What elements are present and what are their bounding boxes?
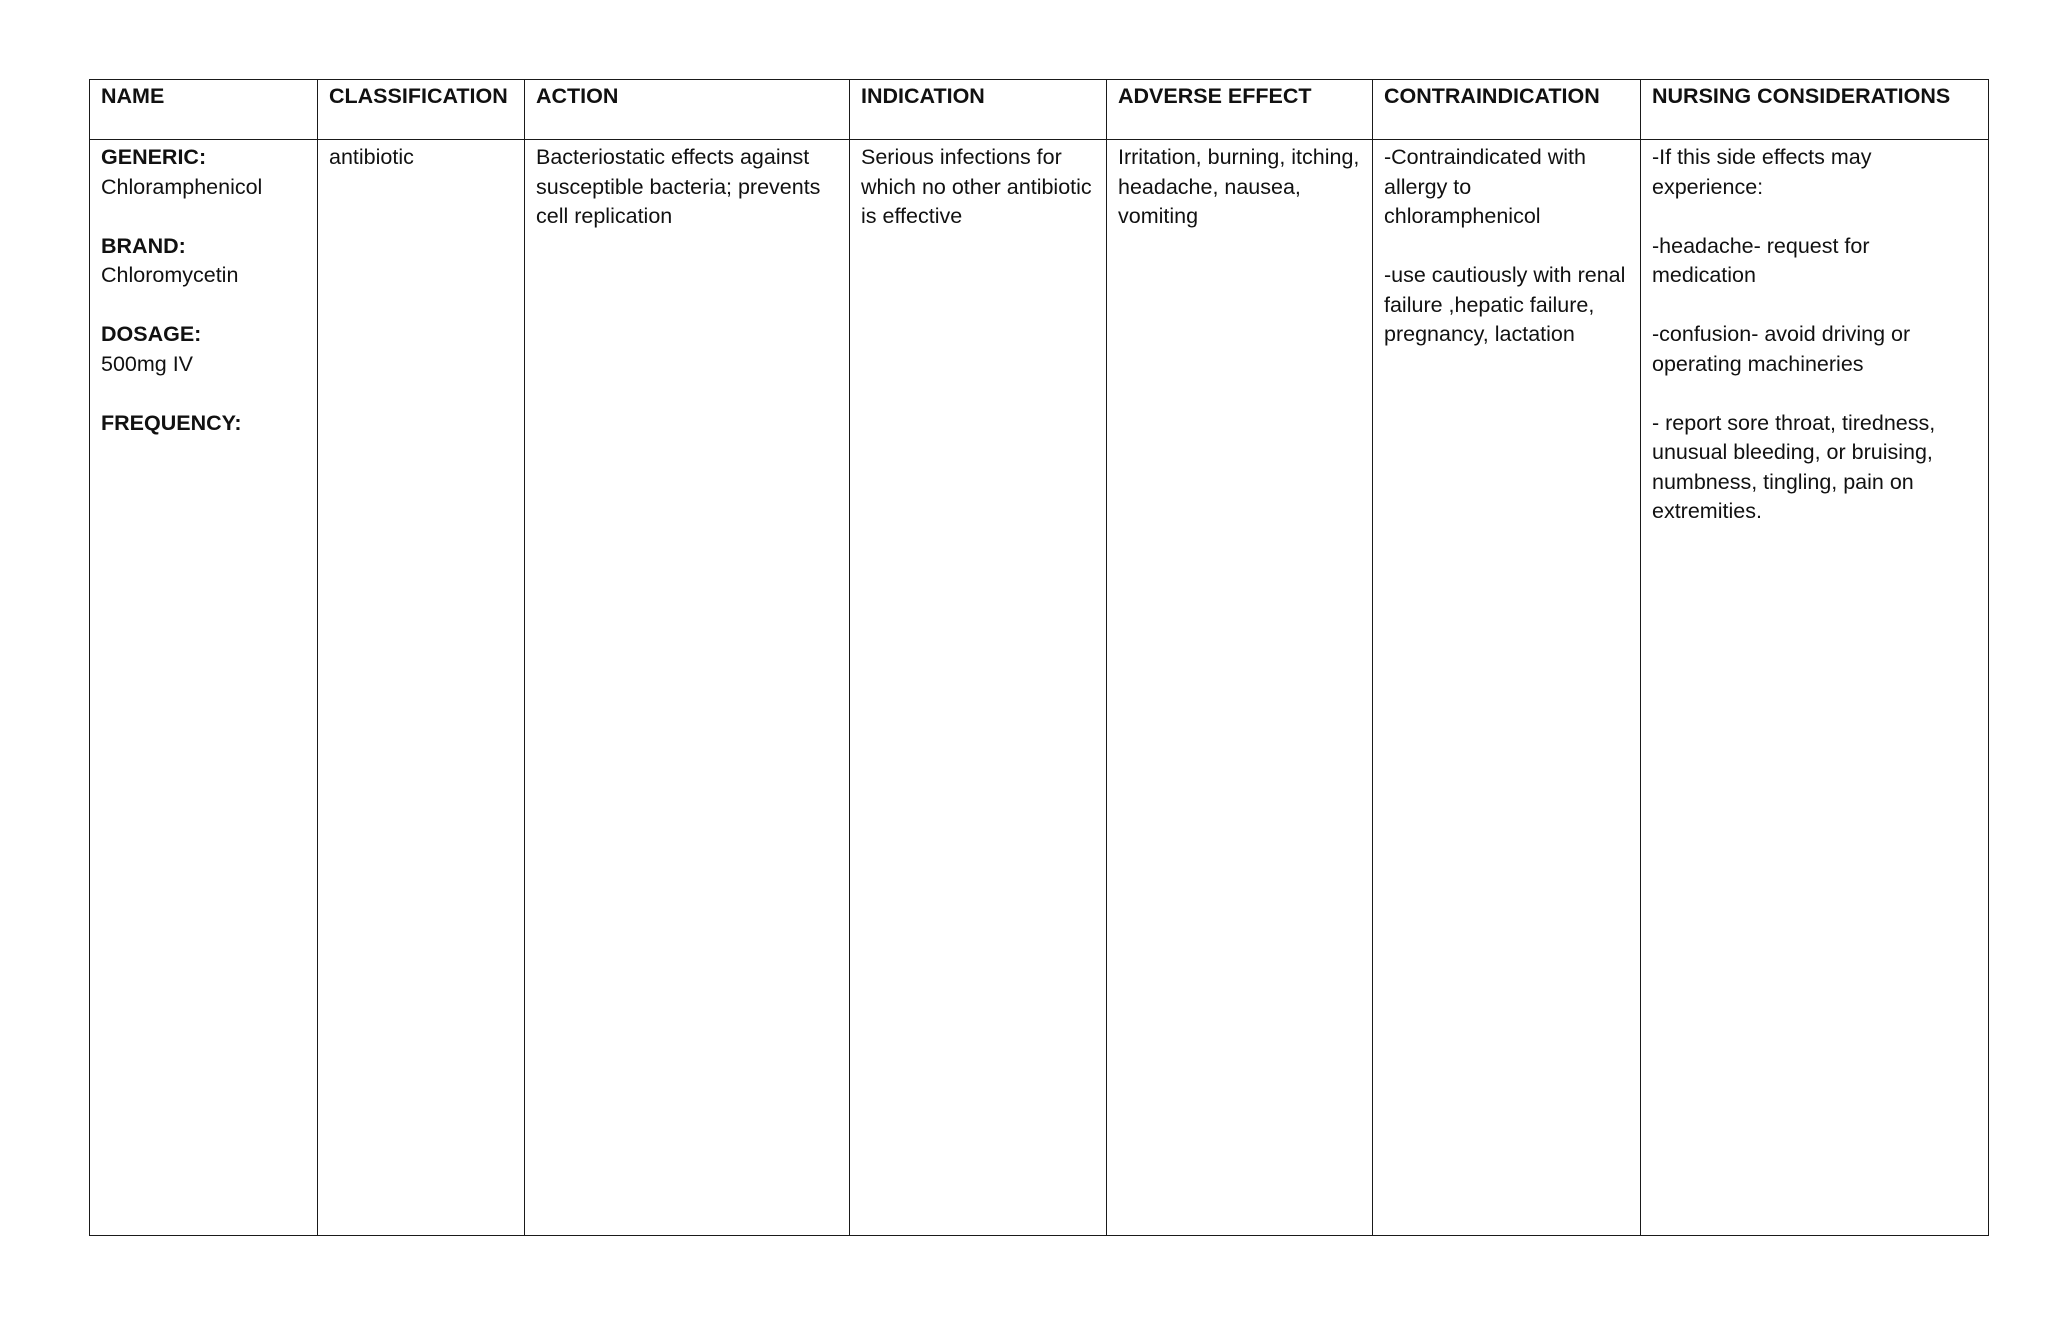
cell-classification: antibiotic (318, 140, 525, 1236)
nursing-item: -If this side effects may experience: (1652, 145, 1872, 199)
frequency-label: FREQUENCY: (101, 410, 242, 435)
cell-nursing-considerations (1641, 140, 1989, 1236)
brand-value: Chloromycetin (101, 263, 239, 287)
contraindication-item: -use cautiously with renal failure ,hepatic failure, pregnancy, lactation (1384, 263, 1626, 346)
nursing-item: -confusion- avoid driving or operating machineries (1652, 322, 1911, 376)
header-classification: CLASSIFICATION (318, 80, 525, 140)
contraindication-item: -Contraindicated with allergy to chloramphenicol (1384, 145, 1586, 228)
cell-contraindication (1373, 140, 1641, 1236)
header-contraindication: CONTRAINDICATION (1373, 80, 1641, 140)
table-row (90, 140, 1989, 1236)
cell-action: Bacteriostatic effects against susceptible bacteria; prevents cell replication (525, 140, 850, 1236)
header-name: NAME (90, 80, 318, 140)
cell-indication: Serious infections for which no other antibiotic is effective (850, 140, 1107, 1236)
dosage-group (101, 320, 307, 379)
header-indication: INDICATION (850, 80, 1107, 140)
header-action: ACTION (525, 80, 850, 140)
drug-study-table (89, 79, 1989, 1236)
frequency-group (101, 409, 307, 439)
nursing-item: -headache- request for medication (1652, 233, 1870, 287)
nursing-item: - report sore throat, tiredness, unusual bleeding, or bruising, numbness, tingling, pain on extremities. (1652, 410, 1936, 523)
header-nursing-considerations: NURSING CONSIDERATIONS (1641, 80, 1989, 140)
dosage-value: 500mg IV (101, 351, 194, 376)
dosage-label: DOSAGE: (101, 322, 202, 346)
generic-group (101, 143, 307, 202)
cell-name (90, 140, 318, 1236)
generic-label: GENERIC: (101, 145, 207, 169)
table-header-row (90, 80, 1989, 140)
cell-adverse-effect: Irritation, burning, itching, headache, nausea, vomiting (1107, 140, 1373, 1236)
generic-value: Chloramphenicol (101, 174, 263, 199)
brand-label: BRAND: (101, 233, 186, 258)
brand-group (101, 232, 307, 291)
header-adverse-effect: ADVERSE EFFECT (1107, 80, 1373, 140)
